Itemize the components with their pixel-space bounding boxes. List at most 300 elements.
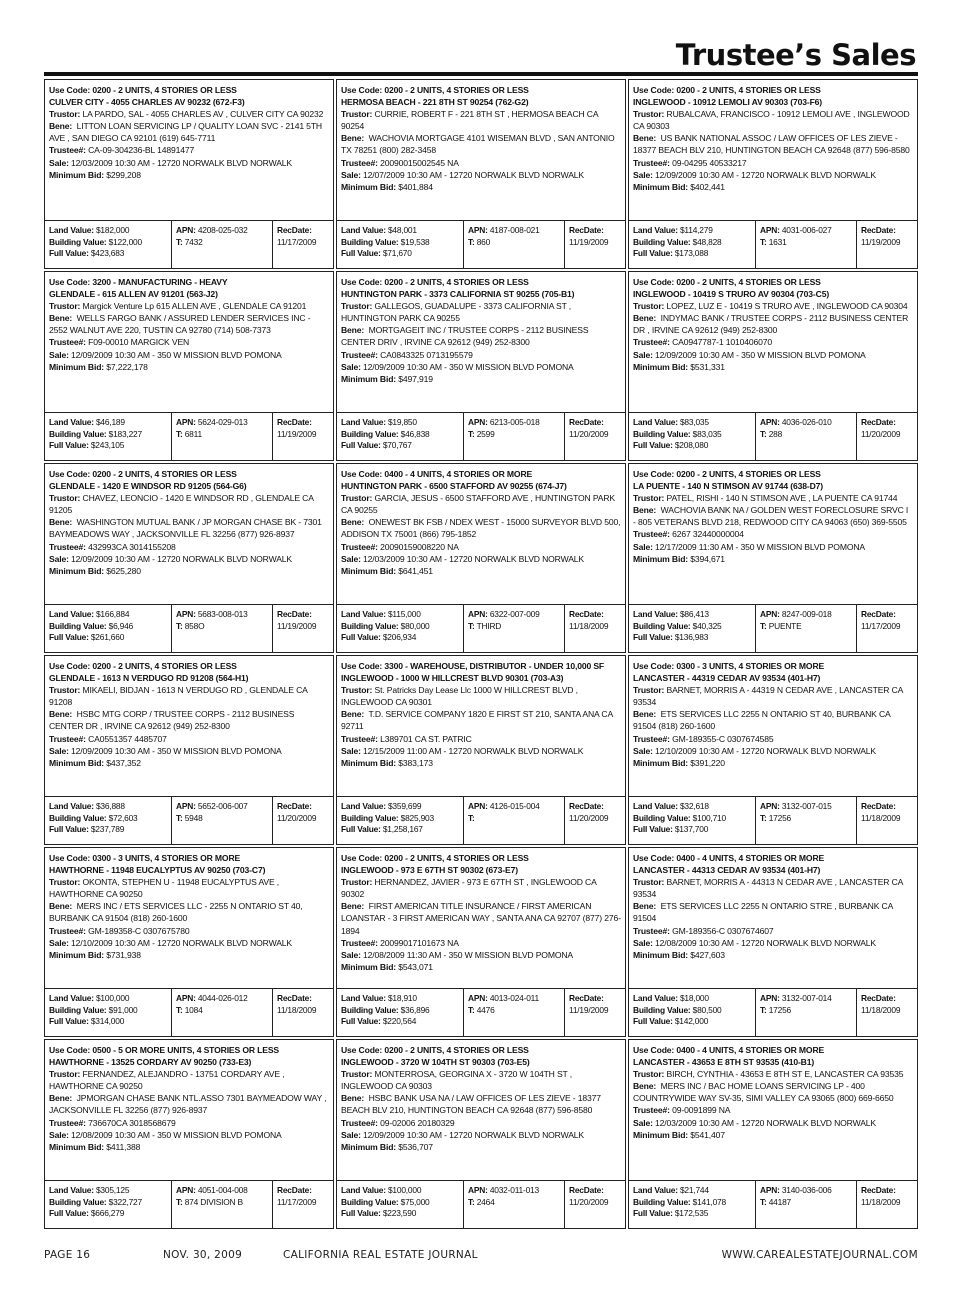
- trustee-value: 6267 32440000004: [672, 529, 744, 540]
- sale-line: [633, 541, 913, 553]
- trustor-line: [341, 300, 621, 324]
- apn-cell: [755, 605, 856, 652]
- min-bid-label: Minimum Bid:: [633, 361, 689, 372]
- bene-label: Bene:: [633, 313, 657, 324]
- trustor-label: Trustor:: [633, 1069, 665, 1080]
- trustee-value: 736670CA 3018568679: [88, 1117, 176, 1128]
- bene-value: WACHOVIA BANK NA / GOLDEN WEST FORECLOSURE SRVC I - 805 VETERANS BLVD 218, REDWOOD CITY CA 94063 (650) 369-5505: [633, 505, 909, 528]
- recdate-cell: [856, 797, 917, 844]
- full-label: Full Value:: [49, 1208, 89, 1218]
- sale-line: [49, 349, 329, 361]
- full-label: Full Value:: [341, 248, 381, 258]
- bene-line: [49, 708, 329, 732]
- trustor-label: Trustor:: [341, 109, 373, 120]
- recdate-label: RecDate:: [277, 801, 312, 811]
- apn-label: APN:: [176, 801, 196, 811]
- t-value: 6811: [184, 428, 202, 439]
- min-bid-value: $731,938: [106, 949, 141, 960]
- listings-grid: [44, 79, 918, 1231]
- min-bid-line: [341, 757, 621, 769]
- bene-label: Bene:: [341, 1093, 365, 1104]
- land-value: $18,910: [387, 993, 417, 1003]
- bene-line: [49, 900, 329, 924]
- sale-label: Sale:: [341, 553, 361, 564]
- apn-cell: [171, 1181, 272, 1228]
- sale-line: [49, 1129, 329, 1141]
- recdate-value: 11/17/2009: [277, 236, 317, 247]
- bene-label: Bene:: [633, 505, 657, 516]
- land-label: Land Value:: [633, 801, 678, 811]
- listing-values: [337, 412, 625, 460]
- building-value: $141,078: [692, 1196, 726, 1207]
- trustee-line: [341, 1117, 621, 1129]
- listing-card: [628, 1039, 918, 1229]
- apn-label: APN:: [760, 993, 780, 1003]
- full-value: $172,535: [674, 1208, 709, 1218]
- t-value: 7432: [184, 236, 203, 247]
- trustor-value: MIKAELI, BIDJAN - 1613 N VERDUGO RD , GLENDALE CA 91208: [49, 685, 308, 708]
- apn-cell: [755, 797, 856, 844]
- building-value: $48,828: [692, 236, 722, 247]
- full-value: $237,789: [90, 824, 125, 834]
- apn-label: APN:: [468, 225, 488, 235]
- trustor-value: FERNANDEZ, ALEJANDRO - 13751 CORDARY AVE , HAWTHORNE CA 90250: [49, 1069, 285, 1092]
- property-location: LANCASTER - 44319 CEDAR AV 93534 (401-H7): [633, 673, 821, 684]
- apn-cell: [171, 797, 272, 844]
- recdate-cell: [272, 221, 333, 268]
- listing-values: [337, 1180, 625, 1228]
- sale-label: Sale:: [633, 1117, 653, 1128]
- use-code: Use Code: 0200 - 2 UNITS, 4 STORIES OR LESS: [341, 1045, 529, 1055]
- building-label: Building Value:: [49, 236, 107, 247]
- sale-line: [49, 553, 329, 565]
- trustor-label: Trustor:: [633, 109, 665, 120]
- listing-card: [628, 271, 918, 461]
- trustor-line: [633, 300, 913, 312]
- listing-details: [341, 852, 621, 980]
- land-label: Land Value:: [49, 225, 94, 235]
- min-bid-label: Minimum Bid:: [49, 169, 105, 180]
- full-label: Full Value:: [49, 1016, 89, 1026]
- land-value: $83,035: [679, 417, 709, 427]
- t-value: 44187: [768, 1196, 792, 1207]
- apn-value: 6213-005-018: [489, 417, 540, 427]
- trustee-label: Trustee#:: [49, 145, 86, 156]
- trustee-label: Trustee#:: [633, 529, 670, 540]
- min-bid-value: $391,220: [690, 757, 725, 768]
- trustee-label: Trustee#:: [341, 157, 378, 168]
- apn-label: APN:: [468, 993, 488, 1003]
- trustee-line: [49, 541, 329, 553]
- min-bid-line: [633, 181, 913, 193]
- min-bid-value: $383,173: [398, 757, 433, 768]
- use-code: Use Code: 0200 - 2 UNITS, 4 STORIES OR LESS: [341, 853, 529, 863]
- values-cell: [629, 1181, 755, 1228]
- apn-label: APN:: [176, 993, 196, 1003]
- building-label: Building Value:: [341, 428, 399, 439]
- apn-value: 3132-007-015: [781, 801, 832, 811]
- full-value: $136,983: [674, 632, 709, 642]
- land-value: $359,699: [387, 801, 422, 811]
- use-code: Use Code: 0300 - 3 UNITS, 4 STORIES OR MORE: [633, 661, 825, 671]
- bene-label: Bene:: [49, 709, 73, 720]
- trustor-label: Trustor:: [633, 685, 665, 696]
- recdate-label: RecDate:: [861, 993, 896, 1003]
- recdate-cell: [856, 413, 917, 460]
- land-label: Land Value:: [341, 417, 386, 427]
- land-value: $36,888: [95, 801, 125, 811]
- trustor-value: LOPEZ, LUZ E - 10419 S TRURO AVE , INGLEWOOD CA 90304: [666, 301, 908, 312]
- property-location: HUNTINGTON PARK - 3373 CALIFORNIA ST 90255 (705-B1): [341, 289, 575, 300]
- trustor-label: Trustor:: [633, 301, 665, 312]
- min-bid-label: Minimum Bid:: [341, 961, 397, 972]
- t-label: T:: [176, 1196, 183, 1207]
- listing-values: [629, 988, 917, 1036]
- listing-card: [336, 271, 626, 461]
- bene-label: Bene:: [633, 709, 657, 720]
- bene-line: [49, 516, 329, 540]
- property-location: HAWTHORNE - 11948 EUCALYPTUS AV 90250 (703-C7): [49, 865, 266, 876]
- listing-values: [337, 796, 625, 844]
- building-value: $100,710: [692, 812, 726, 823]
- t-label: T:: [760, 1196, 767, 1207]
- apn-cell: [171, 605, 272, 652]
- apn-label: APN:: [760, 609, 780, 619]
- bene-line: [341, 132, 621, 156]
- recdate-cell: [856, 1181, 917, 1228]
- sale-line: [341, 745, 621, 757]
- building-value: $75,000: [400, 1196, 430, 1207]
- bene-value: HSBC BANK USA NA / LAW OFFICES OF LES ZIEVE - 18377 BEACH BLV 210, HUNTINGTON BEACH CA 92648 (877) 596-8580: [341, 1093, 601, 1116]
- min-bid-value: $7,222,178: [106, 361, 148, 372]
- trustee-value: 432993CA 3014155208: [88, 541, 176, 552]
- sale-line: [49, 745, 329, 757]
- building-label: Building Value:: [49, 1196, 107, 1207]
- recdate-cell: [564, 413, 625, 460]
- sale-line: [341, 553, 621, 565]
- land-label: Land Value:: [49, 609, 94, 619]
- bene-value: US BANK NATIONAL ASSOC / LAW OFFICES OF LES ZIEVE - 18377 BEACH BLV 210, HUNTINGTON BEACH CA 92648 (877) 596-8580: [633, 133, 910, 156]
- min-bid-line: [633, 757, 913, 769]
- t-value: 1084: [184, 1004, 203, 1015]
- recdate-value: 11/18/2009: [277, 1004, 317, 1015]
- land-label: Land Value:: [633, 417, 678, 427]
- t-label: T:: [176, 620, 183, 631]
- t-label: T:: [468, 812, 475, 823]
- min-bid-label: Minimum Bid:: [341, 181, 397, 192]
- trustor-value: Margick Venture Lp 615 ALLEN AVE , GLENDALE CA 91201: [82, 301, 307, 312]
- building-label: Building Value:: [49, 620, 107, 631]
- listing-values: [45, 604, 333, 652]
- min-bid-line: [341, 181, 621, 193]
- bene-label: Bene:: [341, 517, 365, 528]
- t-value: PUENTE: [768, 620, 802, 631]
- recdate-cell: [564, 989, 625, 1036]
- land-label: Land Value:: [633, 609, 678, 619]
- min-bid-label: Minimum Bid:: [633, 553, 689, 564]
- t-value: 17256: [768, 1004, 792, 1015]
- t-value: 2464: [476, 1196, 495, 1207]
- building-label: Building Value:: [341, 812, 399, 823]
- property-location: GLENDALE - 1613 N VERDUGO RD 91208 (564-H1): [49, 673, 249, 684]
- bene-value: WASHINGTON MUTUAL BANK / JP MORGAN CHASE BK - 7301 BAYMEADOWS WAY , JACKSONVILLE FL 32256 (877) 926-8937: [49, 517, 322, 540]
- trustor-label: Trustor:: [341, 1069, 373, 1080]
- min-bid-line: [341, 373, 621, 385]
- apn-cell: [171, 221, 272, 268]
- trustor-line: [341, 1068, 621, 1092]
- sale-label: Sale:: [633, 349, 653, 360]
- full-value: $137,700: [674, 824, 709, 834]
- trustee-value: GM-189355-C 0307674585: [672, 733, 774, 744]
- recdate-cell: [856, 605, 917, 652]
- bene-label: Bene:: [633, 1081, 657, 1092]
- values-cell: [45, 989, 171, 1036]
- apn-value: 3140-036-006: [781, 1185, 832, 1195]
- full-value: $243,105: [90, 440, 125, 450]
- use-code: Use Code: 0400 - 4 UNITS, 4 STORIES OR MORE: [633, 1045, 825, 1055]
- building-value: $91,000: [108, 1004, 138, 1015]
- full-value: $220,564: [382, 1016, 417, 1026]
- building-label: Building Value:: [341, 1196, 399, 1207]
- recdate-label: RecDate:: [569, 609, 604, 619]
- apn-cell: [463, 413, 564, 460]
- title-rule: [44, 72, 918, 76]
- recdate-cell: [272, 605, 333, 652]
- recdate-label: RecDate:: [277, 993, 312, 1003]
- full-label: Full Value:: [49, 248, 89, 258]
- full-value: $70,767: [382, 440, 412, 450]
- recdate-label: RecDate:: [277, 225, 312, 235]
- property-location: INGLEWOOD - 1000 W HILLCREST BLVD 90301 (703-A3): [341, 673, 564, 684]
- trustor-line: [49, 684, 329, 708]
- apn-value: 4187-008-021: [489, 225, 540, 235]
- recdate-cell: [564, 221, 625, 268]
- sale-value: 12/03/2009 10:30 AM - 12720 NORWALK BLVD NORWALK: [363, 553, 585, 564]
- trustor-line: [49, 1068, 329, 1092]
- listing-card: [44, 271, 334, 461]
- apn-value: 4044-026-012: [197, 993, 248, 1003]
- t-label: T:: [468, 1004, 475, 1015]
- apn-cell: [171, 413, 272, 460]
- building-value: $80,500: [692, 1004, 722, 1015]
- bene-label: Bene:: [633, 901, 657, 912]
- trustor-line: [341, 492, 621, 516]
- building-label: Building Value:: [341, 1004, 399, 1015]
- values-cell: [45, 605, 171, 652]
- min-bid-value: $427,603: [690, 949, 725, 960]
- sale-value: 12/08/2009 11:30 AM - 350 W MISSION BLVD POMONA: [363, 949, 574, 960]
- sale-value: 12/09/2009 10:30 AM - 350 W MISSION BLVD POMONA: [71, 745, 282, 756]
- apn-value: 6322-007-009: [489, 609, 540, 619]
- trustee-label: Trustee#:: [49, 337, 86, 348]
- apn-label: APN:: [176, 609, 196, 619]
- min-bid-line: [49, 361, 329, 373]
- apn-label: APN:: [176, 417, 196, 427]
- sale-label: Sale:: [341, 1129, 361, 1140]
- t-value: 860: [476, 236, 491, 247]
- building-label: Building Value:: [633, 428, 691, 439]
- bene-value: ONEWEST BK FSB / NDEX WEST - 15000 SURVEYOR BLVD 500, ADDISON TX 75001 (866) 795-1852: [341, 517, 621, 540]
- bene-line: [49, 1092, 329, 1116]
- trustee-line: [341, 937, 621, 949]
- listing-details: [633, 468, 913, 596]
- listing-details: [633, 660, 913, 788]
- trustee-line: [341, 349, 621, 361]
- sale-value: 12/03/2009 10:30 AM - 12720 NORWALK BLVD NORWALK: [71, 157, 293, 168]
- t-label: T:: [760, 620, 767, 631]
- trustor-value: MONTERROSA, GEORGINA X - 3720 W 104TH ST , INGLEWOOD CA 90303: [341, 1069, 572, 1092]
- apn-cell: [755, 989, 856, 1036]
- bene-label: Bene:: [341, 709, 365, 720]
- trustee-label: Trustee#:: [633, 157, 670, 168]
- property-location: INGLEWOOD - 10912 LEMOLI AV 90303 (703-F6): [633, 97, 823, 108]
- trustee-line: [633, 528, 913, 540]
- trustee-line: [633, 733, 913, 745]
- min-bid-label: Minimum Bid:: [341, 373, 397, 384]
- min-bid-value: $401,884: [398, 181, 433, 192]
- trustor-label: Trustor:: [49, 109, 81, 120]
- values-cell: [45, 1181, 171, 1228]
- land-label: Land Value:: [341, 609, 386, 619]
- apn-cell: [755, 413, 856, 460]
- building-label: Building Value:: [633, 1196, 691, 1207]
- land-value: $100,000: [95, 993, 130, 1003]
- sale-label: Sale:: [633, 937, 653, 948]
- trustee-value: 20090015002545 NA: [380, 157, 459, 168]
- t-value: 1631: [768, 236, 787, 247]
- min-bid-line: [341, 565, 621, 577]
- bene-value: WELLS FARGO BANK / ASSURED LENDER SERVICES INC - 2552 WALNUT AVE 220, TUSTIN CA 92780 (714) 508-7373: [49, 313, 311, 336]
- building-value: $825,903: [400, 812, 434, 823]
- bene-label: Bene:: [341, 325, 365, 336]
- sale-value: 12/08/2009 10:30 AM - 12720 NORWALK BLVD NORWALK: [655, 937, 877, 948]
- full-value: $1,258,167: [382, 824, 423, 834]
- trustor-line: [633, 1068, 913, 1080]
- use-code: Use Code: 3200 - MANUFACTURING - HEAVY: [49, 277, 228, 287]
- listing-card: [44, 463, 334, 653]
- trustor-value: CHAVEZ, LEONCIO - 1420 E WINDSOR RD , GLENDALE CA 91205: [49, 493, 314, 516]
- trustee-line: [49, 1117, 329, 1129]
- min-bid-line: [49, 1141, 329, 1153]
- min-bid-line: [633, 361, 913, 373]
- sale-value: 12/09/2009 10:30 AM - 350 W MISSION BLVD POMONA: [363, 361, 574, 372]
- trustee-line: [341, 733, 621, 745]
- use-code: Use Code: 0400 - 4 UNITS, 4 STORIES OR MORE: [633, 853, 825, 863]
- min-bid-value: $536,707: [398, 1141, 433, 1152]
- trustee-value: L389701 CA ST. PATRIC: [380, 733, 472, 744]
- recdate-value: 11/18/2009: [861, 1004, 901, 1015]
- trustor-label: Trustor:: [49, 877, 81, 888]
- sale-label: Sale:: [341, 169, 361, 180]
- bene-line: [341, 324, 621, 348]
- property-location: CULVER CITY - 4055 CHARLES AV 90232 (672-F3): [49, 97, 245, 108]
- apn-value: 5624-029-013: [197, 417, 248, 427]
- recdate-cell: [564, 1181, 625, 1228]
- values-cell: [629, 413, 755, 460]
- values-cell: [337, 797, 463, 844]
- trustee-line: [341, 541, 621, 553]
- full-label: Full Value:: [633, 1208, 673, 1218]
- apn-value: 4032-011-013: [489, 1185, 539, 1195]
- listing-details: [49, 660, 329, 788]
- land-label: Land Value:: [49, 993, 94, 1003]
- recdate-cell: [564, 797, 625, 844]
- sale-label: Sale:: [49, 157, 69, 168]
- values-cell: [337, 221, 463, 268]
- recdate-label: RecDate:: [569, 225, 604, 235]
- listing-details: [341, 276, 621, 404]
- trustee-label: Trustee#:: [49, 541, 86, 552]
- land-value: $21,744: [679, 1185, 709, 1195]
- min-bid-line: [633, 1129, 913, 1141]
- bene-value: ETS SERVICES LLC 2255 N ONTARIO STRE , BURBANK CA 91504: [633, 901, 893, 924]
- bene-value: MERS INC / ETS SERVICES LLC - 2255 N ONTARIO ST 40, BURBANK CA 91504 (818) 260-1600: [49, 901, 303, 924]
- trustee-label: Trustee#:: [633, 733, 670, 744]
- property-location: INGLEWOOD - 3720 W 104TH ST 90303 (703-E5): [341, 1057, 530, 1068]
- sale-line: [49, 937, 329, 949]
- building-value: $83,035: [692, 428, 722, 439]
- bene-label: Bene:: [341, 901, 365, 912]
- recdate-value: 11/20/2009: [569, 812, 609, 823]
- footer-website: WWW.CAREALESTATEJOURNAL.COM: [721, 1249, 918, 1261]
- apn-cell: [755, 1181, 856, 1228]
- t-label: T:: [760, 428, 767, 439]
- min-bid-label: Minimum Bid:: [49, 1141, 105, 1152]
- listing-card: [44, 847, 334, 1037]
- use-code: Use Code: 3300 - WAREHOUSE, DISTRIBUTOR - UNDER 10,000 SF: [341, 661, 605, 671]
- full-value: $261,660: [90, 632, 125, 642]
- building-value: $72,603: [108, 812, 138, 823]
- listing-values: [337, 604, 625, 652]
- page-title: Trustee’s Sales: [675, 38, 916, 72]
- land-label: Land Value:: [341, 993, 386, 1003]
- t-value: 858O: [184, 620, 205, 631]
- values-cell: [629, 221, 755, 268]
- property-location: GLENDALE - 1420 E WINDSOR RD 91205 (564-G6): [49, 481, 247, 492]
- sale-line: [341, 1129, 621, 1141]
- bene-value: FIRST AMERICAN TITLE INSURANCE / FIRST AMERICAN LOANSTAR - 3 FIRST AMERICAN WAY , SANTA ANA CA 92707 (877) 276-1894: [341, 901, 621, 936]
- trustor-line: [49, 300, 329, 312]
- t-label: T:: [760, 236, 767, 247]
- bene-line: [341, 900, 621, 936]
- trustor-value: LA PARDO, SAL - 4055 CHARLES AV , CULVER CITY CA 90232: [82, 109, 324, 120]
- listing-details: [49, 84, 329, 212]
- trustor-value: HERNANDEZ, JAVIER - 973 E 67TH ST , INGLEWOOD CA 90302: [341, 877, 597, 900]
- listing-details: [341, 84, 621, 212]
- apn-value: 4051-004-008: [197, 1185, 248, 1195]
- min-bid-line: [341, 1141, 621, 1153]
- t-value: 4476: [476, 1004, 495, 1015]
- sale-value: 12/09/2009 10:30 AM - 12720 NORWALK BLVD NORWALK: [71, 553, 293, 564]
- t-label: T:: [176, 812, 183, 823]
- property-location: HERMOSA BEACH - 221 8TH ST 90254 (762-G2): [341, 97, 529, 108]
- recdate-value: 11/19/2009: [277, 428, 317, 439]
- listing-card: [336, 463, 626, 653]
- use-code: Use Code: 0200 - 2 UNITS, 4 STORIES OR LESS: [633, 469, 821, 479]
- bene-line: [633, 1080, 913, 1104]
- apn-value: 4208-025-032: [197, 225, 248, 235]
- min-bid-line: [633, 949, 913, 961]
- building-label: Building Value:: [633, 236, 691, 247]
- listing-values: [337, 220, 625, 268]
- trustor-line: [49, 108, 329, 120]
- bene-label: Bene:: [633, 133, 657, 144]
- sale-value: 12/09/2009 10:30 AM - 350 W MISSION BLVD POMONA: [71, 349, 282, 360]
- property-location: GLENDALE - 615 ALLEN AV 91201 (563-J2): [49, 289, 218, 300]
- full-label: Full Value:: [341, 1208, 381, 1218]
- trustor-value: BIRCH, CYNTHIA - 43653 E 8TH ST E, LANCASTER CA 93535: [666, 1069, 904, 1080]
- bene-line: [633, 504, 913, 528]
